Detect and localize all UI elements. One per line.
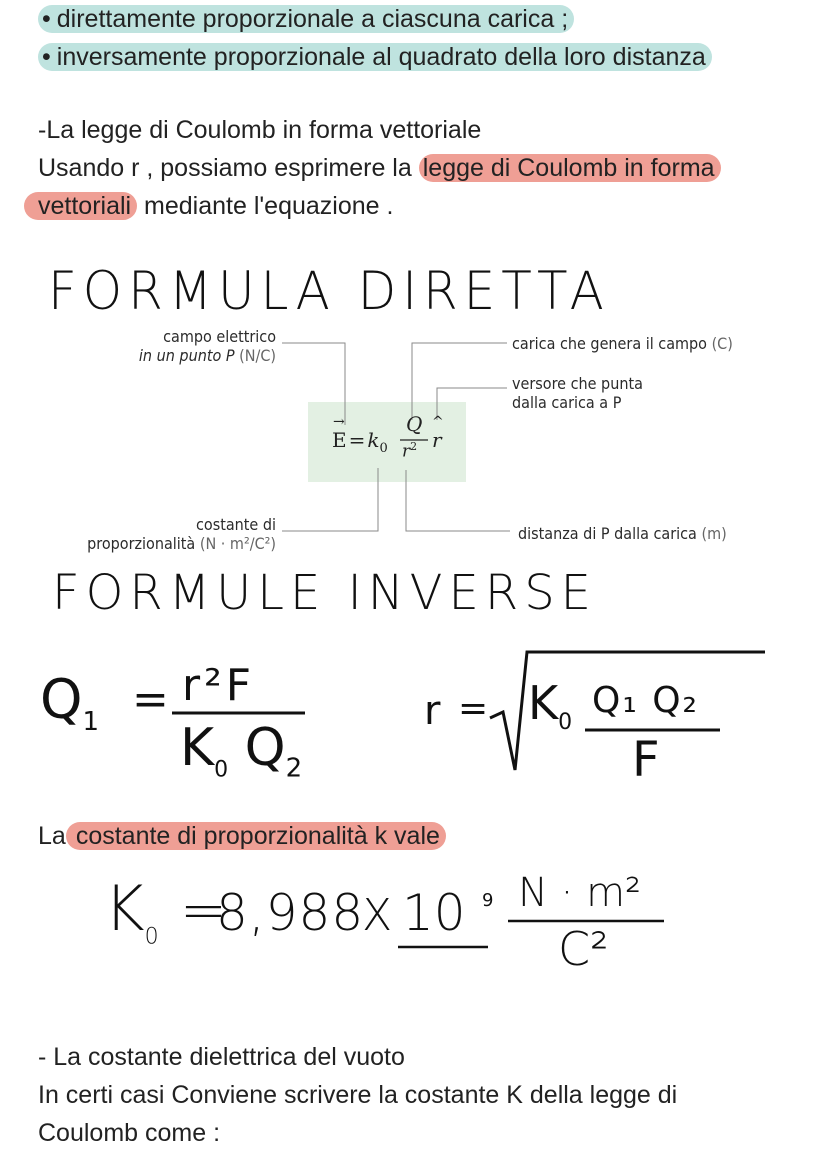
label-text: versore che punta — [512, 374, 643, 393]
constant-exponent: 9 — [482, 890, 494, 911]
label-distanza — [518, 524, 727, 543]
vector-arrow-icon: → — [333, 414, 345, 430]
formula-symbol: Q — [244, 718, 286, 778]
formula-equals: = — [132, 674, 169, 725]
constant-equals: = — [180, 878, 227, 943]
text-segment: Usando r , possiamo esprimere la — [38, 154, 412, 182]
constant-mantissa: 8,988 — [216, 884, 365, 942]
equation-symbol: k — [367, 428, 380, 452]
label-text: dalla carica a P — [512, 393, 622, 412]
constant-unit-numerator: N · m² — [518, 870, 642, 916]
paragraph-costante — [38, 819, 446, 853]
formula-equals: = — [458, 688, 489, 729]
section-heading-dielettrica: - La costante dielettrica del vuoto — [38, 1043, 405, 1071]
bullet-dot-icon: • — [42, 43, 51, 71]
constant-times: X — [362, 890, 393, 941]
label-unit: (m) — [701, 524, 727, 543]
section-heading-vector: -La legge di Coulomb in forma vettoriale — [38, 116, 482, 144]
formula-q1-numerator: r²F — [182, 660, 256, 711]
label-unit: (C) — [711, 334, 733, 353]
formula-q1-denominator — [180, 718, 302, 783]
label-versore — [512, 374, 643, 412]
equation-subscript: 0 — [379, 441, 388, 456]
bullet-text: direttamente proporzionale a ciascuna carica ; — [56, 5, 569, 33]
formula-q1-lhs — [40, 668, 99, 737]
formula-subscript: 2 — [285, 753, 303, 784]
label-campo-elettrico — [100, 327, 276, 365]
formula-symbol: Q — [40, 668, 83, 731]
paragraph-line: Coulomb come : — [38, 1119, 221, 1147]
label-carica — [512, 334, 733, 353]
hat-icon: ^ — [432, 414, 444, 430]
equation-symbol: = — [348, 428, 366, 452]
formula-r-lhs: r — [424, 688, 441, 734]
formula-symbol: K — [528, 676, 559, 730]
equation-symbol: E — [332, 428, 347, 452]
label-text: costante di — [195, 515, 276, 534]
text-segment: mediante l'equazione . — [144, 192, 394, 220]
formula-r-k0 — [528, 676, 572, 735]
highlighted-text: costante di proporzionalità k vale — [66, 822, 446, 850]
formula-symbol: K — [180, 718, 215, 778]
equation-denominator: r — [402, 441, 411, 462]
formula-subscript: 1 — [82, 706, 100, 737]
formula-subscript: 0 — [214, 757, 229, 783]
label-text: in un punto P — [138, 346, 235, 365]
constant-unit-denominator: C² — [558, 922, 609, 976]
equation-numerator: Q — [406, 412, 423, 436]
label-text: proporzionalità — [87, 534, 196, 553]
text-segment: La — [38, 822, 66, 850]
equation-exponent: 2 — [410, 440, 418, 453]
formula-subscript: 0 — [144, 924, 159, 950]
label-unit: (N/C) — [239, 346, 276, 365]
handwritten-title-formule-inverse: FORMULE INVERSE — [52, 565, 597, 621]
highlighted-text: legge di Coulomb in forma — [419, 154, 721, 182]
label-text: carica che genera il campo — [512, 334, 707, 353]
formula-subscript: 0 — [558, 710, 573, 736]
label-costante — [40, 515, 276, 553]
label-text: distanza di P dalla carica — [518, 524, 697, 543]
bullet-text: inversamente proporzionale al quadrato della loro distanza — [56, 43, 706, 71]
bullet-dot-icon: • — [42, 5, 51, 33]
handwritten-title-formula-diretta: FORMULA DIRETTA — [48, 260, 610, 322]
formula-r-numerator: Q₁ Q₂ — [592, 680, 699, 721]
formula-r-denominator: F — [632, 732, 660, 788]
electric-field-vector — [332, 414, 347, 452]
constant-k0-symbol — [104, 872, 159, 949]
label-text: campo elettrico — [163, 327, 276, 346]
formula-symbol: K — [104, 872, 145, 945]
unit-vector: r — [432, 428, 442, 452]
highlighted-text: vettoriali — [24, 192, 137, 220]
label-unit: (N · m²/C²) — [199, 534, 276, 553]
constant-ten: 10 — [402, 884, 466, 942]
paragraph-line: In certi casi Conviene scrivere la costante K della legge di — [38, 1081, 678, 1109]
